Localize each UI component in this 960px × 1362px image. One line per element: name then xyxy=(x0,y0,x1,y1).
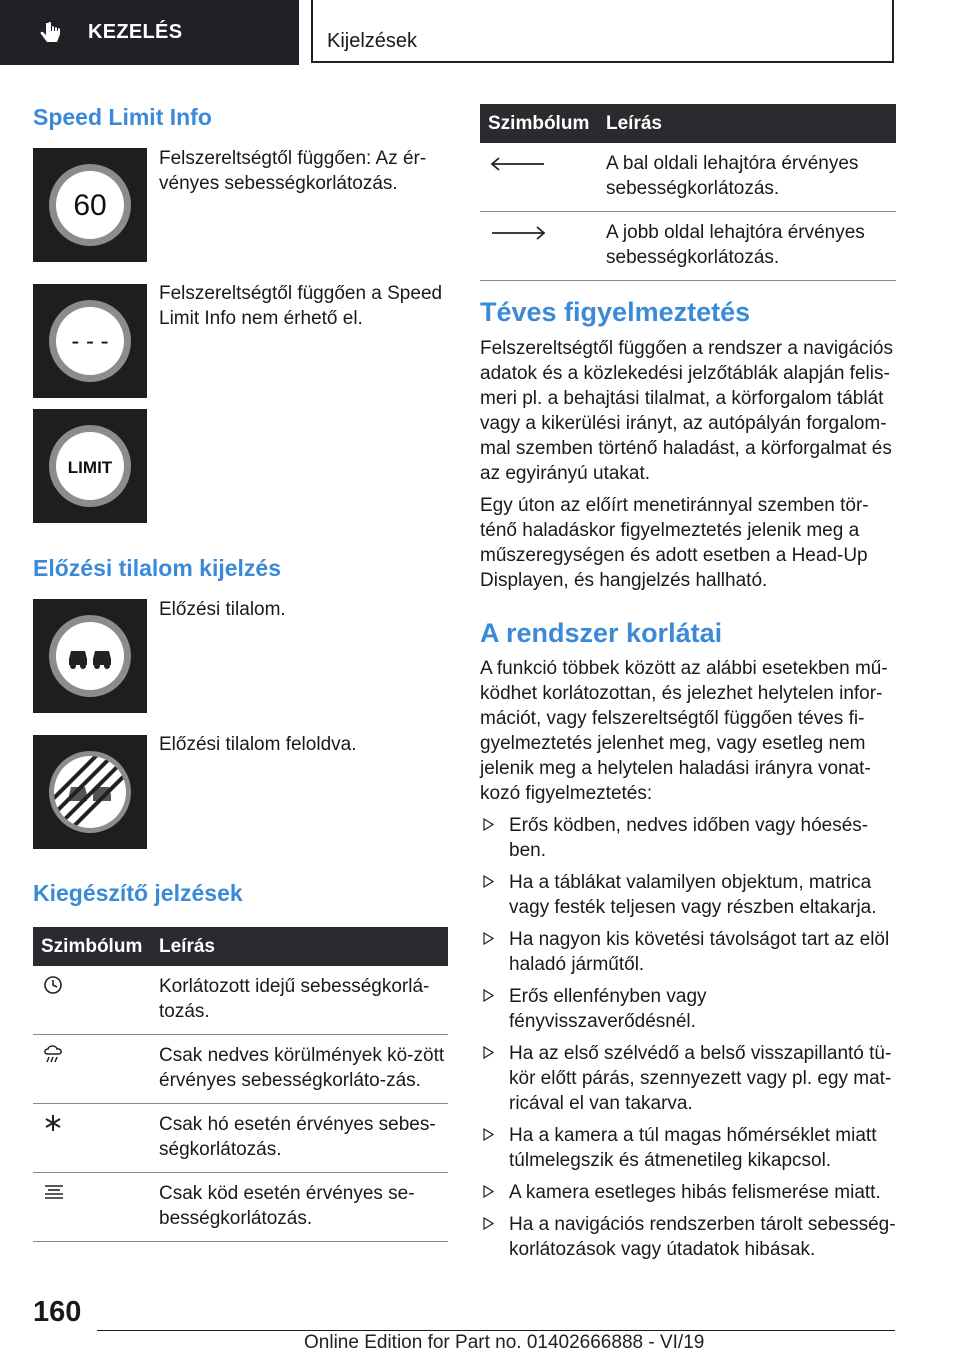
no-overtaking-sign-image xyxy=(33,599,147,713)
triangle-bullet-icon xyxy=(483,1046,494,1059)
triangle-bullet-icon xyxy=(483,818,494,831)
triangle-bullet-icon xyxy=(483,1217,494,1230)
list-item: A kamera esetleges hibás felismerése miatt. xyxy=(480,1180,896,1205)
false-warning-heading: Téves figyelmeztetés xyxy=(480,297,751,327)
system-limits-list xyxy=(480,813,896,1269)
row-description: Csak nedves körülmények kö-zött érvényes sebességkorláto-zás. xyxy=(151,1035,448,1104)
table-row xyxy=(33,1173,448,1242)
fog-icon xyxy=(41,1181,67,1203)
speed-limit-sign-image xyxy=(33,148,147,262)
speed-limit-unavailable-image xyxy=(33,284,147,398)
supplementary-heading: Kiegészítő jelzések xyxy=(33,880,243,906)
clock-icon xyxy=(41,974,65,996)
col-symbol: Szimbólum xyxy=(33,927,151,966)
direction-symbols-table xyxy=(480,104,896,281)
snowflake-icon xyxy=(41,1112,65,1134)
speed-limit-info-heading: Speed Limit Info xyxy=(33,104,212,130)
col-description: Leírás xyxy=(598,104,896,143)
section-label: KEZELÉS xyxy=(88,21,183,43)
list-item: Erős ködben, nedves időben vagy hóesés-ben. xyxy=(480,813,896,863)
false-warning-paragraph-2: Egy úton az előírt menetiránnyal szemben tör-ténő haladáskor figyelmeztetés jelenik meg a műszeregységen és adott esetben a Head-Up Displayen, és hangjelzés hallható. xyxy=(480,495,869,591)
end-no-overtaking-description: Előzési tilalom feloldva. xyxy=(159,734,357,755)
page-number: 160 xyxy=(33,1296,82,1328)
list-item: Ha a navigációs rendszerben tárolt sebesség-korlátozások vagy útadatok hibásak. xyxy=(480,1212,896,1262)
false-warning-paragraph-1: Felszereltségtől függően a rendszer a navigációs adatok és a közlekedési jelzőtáblák alapján felis-meri pl. a behajtási tilalmat, a körforgalom táblát vagy a kikerülési irányt, az autópályán forgalom-mal szemben történő haladást, a körforgalmat és az egyirányú utakat. xyxy=(480,338,893,484)
row-description: A jobb oldal lehajtóra érvényes sebességkorlátozás. xyxy=(598,212,896,281)
footer-divider xyxy=(97,1330,895,1331)
row-description: Csak köd esetén érvényes se-bességkorlátozás. xyxy=(151,1173,448,1242)
list-item: Ha az első szélvédő a belső visszapillantó tü-kör előtt párás, szennyezett vagy pl. egy mat-ricával el van takarva. xyxy=(480,1041,896,1116)
row-description: Csak hó esetén érvényes sebes-ségkorlátozás. xyxy=(151,1104,448,1173)
table-row xyxy=(33,966,448,1035)
limit-sign-image xyxy=(33,409,147,523)
col-symbol: Szimbólum xyxy=(480,104,598,143)
list-item: Erős ellenfényben vagy fényvisszaverődésnél. xyxy=(480,984,896,1034)
list-item: Ha a kamera a túl magas hőmérséklet miatt túlmelegszik és átmenetileg kikapcsol. xyxy=(480,1123,896,1173)
system-limits-heading: A rendszer korlátai xyxy=(480,618,723,648)
triangle-bullet-icon xyxy=(483,1128,494,1141)
triangle-bullet-icon xyxy=(483,932,494,945)
end-no-overtaking-sign-image xyxy=(33,735,147,849)
list-item: Ha a táblákat valamilyen objektum, matrica vagy festék teljesen vagy részben eltakarja. xyxy=(480,870,896,920)
row-description: A bal oldali lehajtóra érvényes sebességkorlátozás. xyxy=(598,143,896,212)
row-description: Korlátozott idejű sebességkorlá-tozás. xyxy=(151,966,448,1035)
col-description: Leírás xyxy=(151,927,448,966)
table-row xyxy=(33,1035,448,1104)
list-item: Ha nagyon kis követési távolságot tart az elöl haladó járműtől. xyxy=(480,927,896,977)
system-limits-paragraph: A funkció többek között az alábbi esetekben mű-ködhet korlátozottan, és jelezhet helytelen infor-mációt, vagy felszereltségtől függően téves fi-gyelmeztetés jelenhet meg, vagy esetleg nem jelenik meg a helytelen haladási irányra vonat-kozó figyelmeztetés: xyxy=(480,658,888,804)
section-tab xyxy=(0,0,299,65)
arrow-left-icon xyxy=(488,157,548,171)
speed-limit-value: 60 xyxy=(73,189,107,222)
supplementary-symbols-table xyxy=(33,927,448,1242)
chapter-header xyxy=(311,0,894,63)
no-overtaking-description: Előzési tilalom. xyxy=(159,599,286,620)
hand-pointer-icon xyxy=(38,19,66,47)
limit-label: LIMIT xyxy=(67,458,113,477)
table-row xyxy=(33,1104,448,1173)
chapter-title: Kijelzések xyxy=(327,30,418,52)
edition-info: Online Edition for Part no. 01402666888 - VI/19 xyxy=(304,1332,705,1353)
speed-limit-description: Felszereltségtől függően: Az ér-vényes sebességkorlátozás. xyxy=(159,148,427,194)
table-row xyxy=(480,212,896,281)
overtaking-heading: Előzési tilalom kijelzés xyxy=(33,555,281,581)
table-row xyxy=(480,143,896,212)
triangle-bullet-icon xyxy=(483,1185,494,1198)
arrow-right-icon xyxy=(488,226,548,240)
unavailable-dashes: - - - xyxy=(71,328,109,355)
triangle-bullet-icon xyxy=(483,989,494,1002)
speed-limit-unavailable-description: Felszereltségtől függően a Speed Limit Info nem érhető el. xyxy=(159,283,443,329)
rain-icon xyxy=(41,1043,67,1065)
triangle-bullet-icon xyxy=(483,875,494,888)
